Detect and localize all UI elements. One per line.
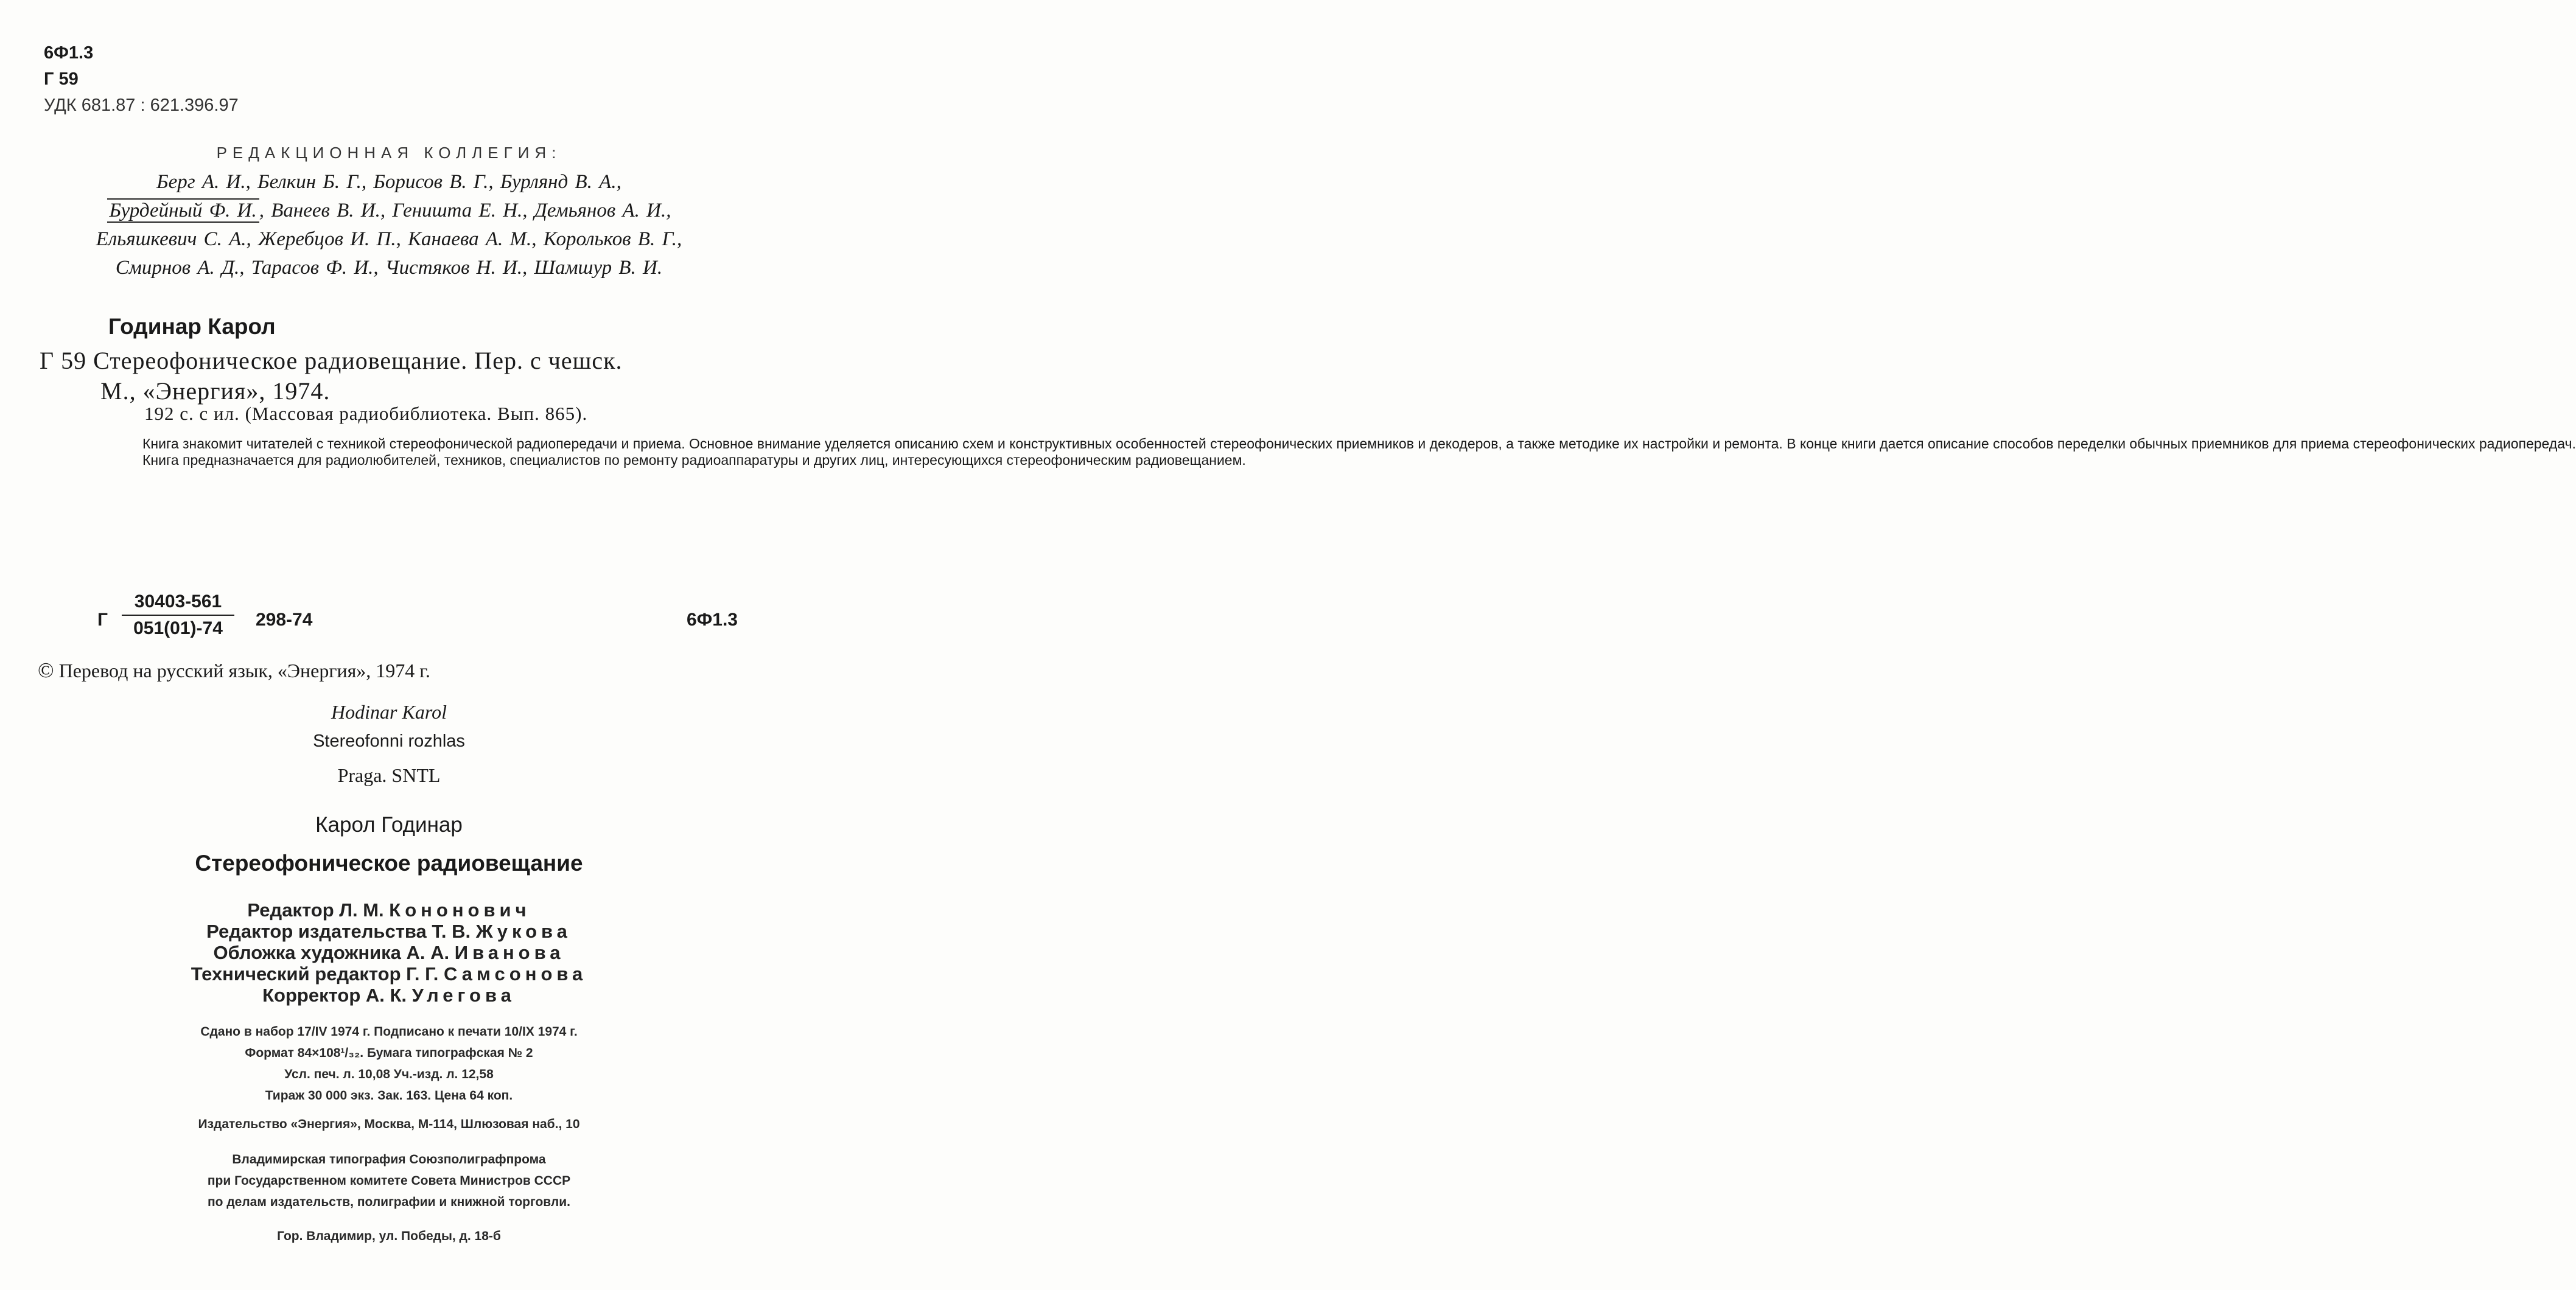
credit-name: Улегова — [411, 985, 516, 1006]
original-author: Hodinar Karol — [331, 701, 447, 723]
tech-line: Формат 84×108¹/₃₂. Бумага типографская № 2 — [245, 1046, 533, 1060]
credit-name: Самсонова — [444, 963, 587, 985]
credit-role: Технический редактор Г. Г. — [191, 963, 439, 985]
printer-address: Гор. Владимир, ул. Победы, д. 18-б — [277, 1229, 501, 1243]
credit-role: Редактор издательства Т. В. — [206, 921, 471, 942]
classification-codes — [44, 40, 239, 119]
original-edition — [0, 697, 778, 790]
printer-line: Владимирская типография Союзполиграфпрома — [232, 1152, 546, 1166]
catalog-author: Годинар Карол — [108, 314, 276, 339]
credit-line — [0, 985, 778, 1006]
tech-line: Сдано в набор 17/IV 1974 г. Подписано к печати 10/IX 1974 г. — [200, 1025, 578, 1039]
catalog-title-block — [40, 346, 623, 406]
bib-right-code: 6Ф1.3 — [687, 610, 738, 630]
board-line-1: Берг А. И., Белкин Б. Г., Борисов В. Г., Бурлянд В. А., — [156, 171, 621, 193]
imprint-title: Стереофоническое радиовещание — [195, 851, 583, 876]
copyright-icon: © — [38, 658, 54, 682]
printer-line: по делам издательств, полиграфии и книжной торговли. — [207, 1195, 571, 1209]
abstract-paragraph-2: Книга предназначается для радиолюбителей, техников, специалистов по ремонту радиоаппаратуры и других лиц, интересующихся стереофоническим радиовещанием. — [142, 452, 1246, 468]
original-publisher: Praga. SNTL — [337, 764, 441, 786]
catalog-title-line: Г 59 Стереофоническое радиовещание. Пер. с чешск. — [40, 347, 623, 374]
editorial-board-title: РЕДАКЦИОННАЯ КОЛЛЕГИЯ: — [216, 144, 562, 162]
printer-details — [0, 1149, 778, 1213]
credit-line — [0, 921, 778, 942]
editorial-board-members — [0, 168, 778, 282]
credit-line — [0, 899, 778, 921]
credit-name: Кононович — [389, 899, 531, 921]
tech-line: Усл. печ. л. 10,08 Уч.-изд. л. 12,58 — [284, 1067, 494, 1081]
credit-role: Обложка художника А. А. — [213, 942, 450, 963]
credit-line — [0, 963, 778, 985]
abstract — [97, 436, 2576, 469]
board-line-4: Смирнов А. Д., Тарасов Ф. И., Чистяков Н. И., Шамшур В. И. — [115, 257, 663, 279]
credit-role: Корректор А. К. — [262, 985, 407, 1006]
tech-line: Тираж 30 000 экз. Зак. 163. Цена 64 коп. — [265, 1089, 513, 1103]
board-line-2-rest: , Ванеев В. И., Геништа Е. Н., Демьянов А. И., — [259, 200, 671, 221]
copyright-line — [38, 658, 430, 683]
credit-line — [0, 942, 778, 963]
original-title: Stereofonni rozhlas — [313, 731, 465, 751]
copyright-text: Перевод на русский язык, «Энергия», 1974 г. — [58, 660, 430, 682]
credits — [0, 899, 778, 1006]
bib-numerator: 30403-561 — [134, 591, 222, 612]
credit-name: Иванова — [454, 942, 565, 963]
printer-line: при Государственном комитете Совета Министров СССР — [207, 1174, 571, 1188]
memorial-frame: Бурдейный Ф. И. — [107, 198, 259, 223]
credit-role: Редактор Л. М. — [247, 899, 384, 921]
catalog-pages: 192 с. с ил. (Массовая радиобиблиотека. Вып. 865). — [144, 403, 588, 424]
bib-letter: Г — [97, 610, 108, 630]
bib-fraction — [122, 591, 234, 639]
publisher-line: Издательство «Энергия», Москва, М-114, Шлюзовая наб., 10 — [198, 1117, 580, 1131]
board-line-3: Ельяшкевич С. А., Жеребцов И. П., Канаева А. М., Корольков В. Г., — [96, 228, 682, 250]
bbk-code: 6Ф1.3 — [44, 43, 94, 63]
abstract-paragraph-1: Книга знакомит читателей с техникой стереофонической радиопередачи и приема. Основное внимание уделяется описанию схем и конструктивных особенностей стереофонических приемников и декодеров, а также методике их настройки и ремонта. В конце книги дается описание способов переделки обычных приемников для приема стереофонических радиопередач. — [142, 436, 2576, 452]
catalog-publisher-line: М., «Энергия», 1974. — [100, 377, 331, 405]
bib-after: 298-74 — [256, 610, 313, 630]
board-line-2 — [0, 197, 778, 225]
credit-name: Жукова — [475, 921, 572, 942]
fraction-bar — [122, 615, 234, 616]
imprint-author: Карол Годинар — [315, 813, 463, 837]
bib-denominator: 051(01)-74 — [133, 618, 223, 638]
author-sign: Г 59 — [44, 69, 79, 89]
technical-details — [0, 1021, 778, 1106]
udk-code: УДК 681.87 : 621.396.97 — [44, 96, 239, 115]
